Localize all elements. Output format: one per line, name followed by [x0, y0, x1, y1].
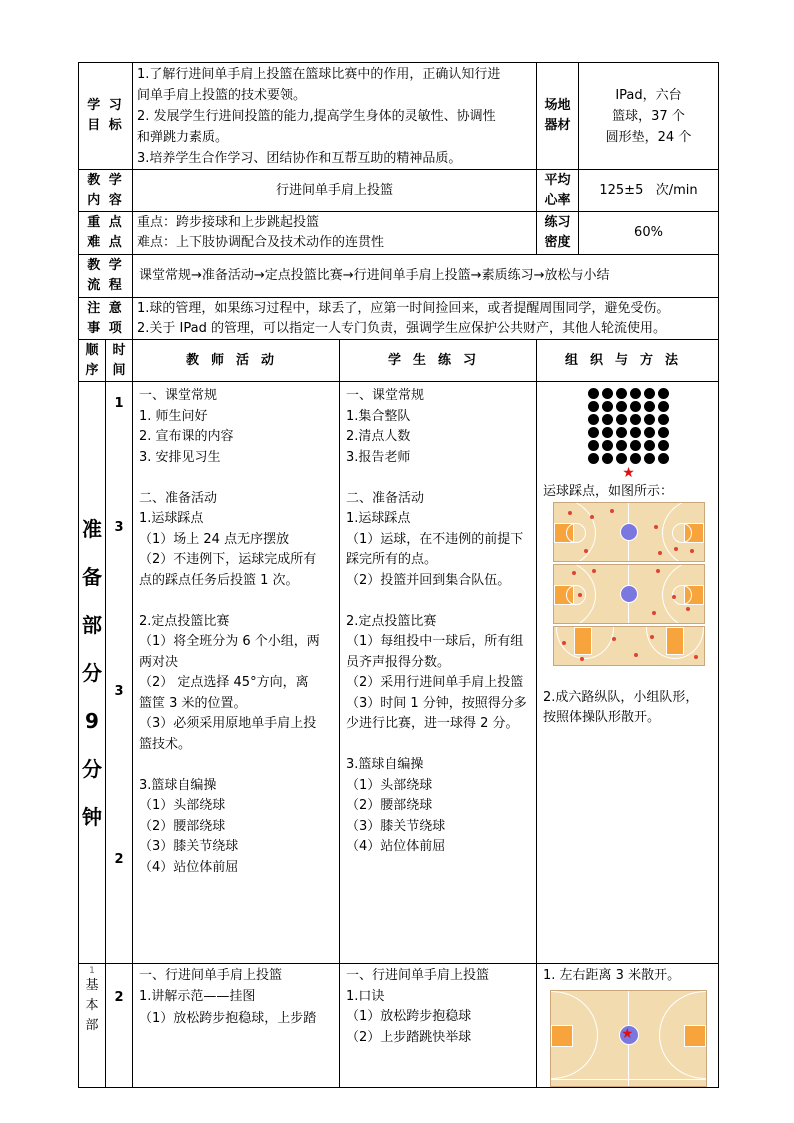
student-dot — [630, 414, 641, 425]
equipment-list — [579, 63, 719, 170]
key-points — [133, 212, 537, 255]
student-dot — [602, 401, 613, 412]
flow-label-text: 教 学 流 程 — [87, 258, 124, 293]
note-item: 2.关于 IPad 的管理，可以指定一人专门负责，强调学生应保护公共财产，其他人轮流使用。 — [137, 320, 666, 336]
org-caption-formation-2: 按照体操队形散开。 — [543, 710, 661, 725]
teacher-activity-line: 1. 师生问好 — [139, 408, 208, 424]
basic-student-practice — [340, 964, 537, 1088]
teacher-activity-line: （2） 定点选择 45°方向，离 — [139, 675, 309, 690]
basic-char: 部 — [85, 1018, 99, 1033]
teacher-activity-line: 篮技术。 — [139, 736, 192, 752]
student-dot — [616, 401, 627, 412]
student-dot — [658, 401, 669, 412]
student-practice-line: （3）时间 1 分钟，按照得分多 — [346, 695, 527, 711]
student-dot — [588, 388, 599, 399]
notes-list — [133, 298, 719, 340]
density-label-text: 练习 密度 — [544, 215, 571, 250]
basic-char: 本 — [85, 998, 99, 1013]
time-value: 3 — [114, 520, 124, 535]
student-dot — [602, 440, 613, 451]
student-dot — [630, 401, 641, 412]
student-dot — [658, 414, 669, 425]
prep-char: 分 — [82, 756, 102, 781]
goals-label — [79, 63, 133, 170]
student-practice-line: （2）投篮并回到集合队伍。 — [346, 572, 511, 588]
notes-row — [79, 298, 719, 340]
difficulty-point: 难点：上下肢协调配合及技术动作的连贯性 — [137, 235, 385, 250]
time-value: 2 — [114, 990, 124, 1005]
student-dot — [616, 440, 627, 451]
basic-time — [106, 964, 133, 1088]
prep-char: 分 — [82, 660, 102, 685]
student-dot — [644, 453, 655, 464]
prep-char: 9 — [85, 708, 99, 733]
student-practice-line: 一、课堂常规 — [346, 388, 425, 403]
goals-row — [79, 63, 719, 170]
goals-label-text: 学 习 目 标 — [87, 98, 124, 133]
student-dot — [630, 440, 641, 451]
student-practice-line: （2）腰部绕球 — [346, 798, 433, 813]
content-row — [79, 170, 719, 212]
teacher-activity-line: 两对决 — [139, 654, 179, 670]
goal-line: 和弹跳力素质。 — [137, 129, 229, 145]
time-value: 2 — [114, 852, 124, 867]
basic-student-line: （1）放松跨步抱稳球 — [346, 1009, 472, 1024]
student-practice-line: 2.清点人数 — [346, 429, 411, 444]
student-practice-line: 踩完所有的点。 — [346, 552, 438, 567]
notes-label — [79, 298, 133, 340]
student-dot — [602, 388, 613, 399]
student-dot — [630, 453, 641, 464]
key-label-text: 重 点 难 点 — [87, 215, 124, 250]
student-dot — [588, 427, 599, 438]
basic-teacher-line: 一、行进间单手肩上投篮 — [139, 968, 283, 983]
teacher-activity-line: （4）站位体前屈 — [139, 859, 239, 875]
teacher-activity-line: 一、课堂常规 — [139, 388, 218, 403]
student-dot — [616, 427, 627, 438]
spacer — [139, 591, 335, 612]
flow-label — [79, 255, 133, 298]
teacher-activity-line: 点的踩点任务后投篮 1 次。 — [139, 572, 299, 588]
formation-dots — [543, 388, 714, 464]
col-time-text: 时 间 — [112, 342, 126, 378]
prep-section-label — [79, 382, 106, 964]
key-point: 重点：跨步接球和上步跳起投篮 — [137, 215, 320, 230]
time-value: 3 — [114, 684, 124, 699]
notes-label-text: 注 意 事 项 — [87, 300, 124, 336]
court-diagram-3 — [553, 626, 705, 666]
teacher-activity-line: 二、准备活动 — [139, 490, 218, 506]
student-dot — [644, 401, 655, 412]
court-diagram-2 — [553, 564, 705, 624]
student-dot — [588, 414, 599, 425]
student-dot — [616, 414, 627, 425]
student-dot — [602, 427, 613, 438]
prep-char: 部 — [82, 612, 102, 637]
prep-teacher-activity — [133, 382, 340, 964]
basic-org-caption: 1. 左右距离 3 米散开。 — [543, 968, 681, 983]
flow-value: 课堂常规→准备活动→定点投篮比赛→行进间单手肩上投篮→素质练习→放松与小结 — [133, 255, 719, 298]
student-practice-line: （3）膝关节绕球 — [346, 818, 446, 834]
student-dot — [658, 440, 669, 451]
teacher-activity-line: 3.篮球自编操 — [139, 777, 217, 793]
prep-organization — [537, 382, 719, 964]
equipment-item: 圆形垫，24 个 — [605, 129, 692, 145]
time-value: 1 — [114, 396, 124, 411]
basic-char: 基 — [85, 978, 99, 993]
teacher-activity-line: （2）不违例下，运球完成所有 — [139, 552, 317, 567]
teacher-activity-line: （2）腰部绕球 — [139, 818, 226, 834]
spacer — [346, 591, 532, 612]
student-practice-line: 少进行比赛，进一球得 2 分。 — [346, 716, 519, 731]
teacher-activity-line: （1）场上 24 点无序摆放 — [139, 531, 290, 547]
org-caption-formation-1: 2.成六路纵队，小组队形， — [543, 690, 699, 705]
heart-rate-label — [537, 170, 579, 212]
student-dot — [658, 388, 669, 399]
basic-row — [79, 964, 719, 1088]
col-time — [106, 340, 133, 382]
student-practice-line: 3.报告老师 — [346, 449, 411, 465]
teacher-activity-line: 2. 宣布课的内容 — [139, 429, 234, 444]
student-dot — [658, 427, 669, 438]
col-order — [79, 340, 106, 382]
student-dot — [602, 414, 613, 425]
key-label — [79, 212, 133, 255]
col-order-text: 顺 序 — [85, 342, 99, 378]
teacher-activity-line: 1.运球踩点 — [139, 511, 204, 526]
goal-line: 3.培养学生合作学习、团结协作和互帮互助的精神品质。 — [137, 150, 462, 166]
student-practice-line: 员齐声报得分数。 — [346, 654, 451, 670]
basic-teacher-line: （1）放松跨步抱稳球，上步踏 — [139, 1011, 317, 1026]
lesson-plan-table — [78, 62, 719, 1088]
basic-student-line: 一、行进间单手肩上投篮 — [346, 968, 490, 983]
student-practice-line: （1）头部绕球 — [346, 777, 433, 793]
column-header-row — [79, 340, 719, 382]
basic-tiny-mark: 1 — [89, 966, 95, 976]
basic-teacher-activity — [133, 964, 340, 1088]
student-dot — [644, 427, 655, 438]
teacher-activity-line: （3）必须采用原地单手肩上投 — [139, 716, 317, 731]
teacher-activity-line: 2.定点投篮比赛 — [139, 613, 230, 629]
basic-student-line: （2）上步踏跳快举球 — [346, 1029, 472, 1045]
key-row — [79, 212, 719, 255]
org-caption-dribble: 运球踩点，如图所示： — [543, 484, 674, 499]
student-practice-line: （1）运球，在不违例的前提下 — [346, 531, 524, 547]
basic-section-label — [79, 964, 106, 1088]
teacher-activity-line: 3. 安排见习生 — [139, 449, 221, 465]
student-dot — [588, 440, 599, 451]
student-practice-line: 2.定点投篮比赛 — [346, 613, 437, 629]
student-dot — [630, 427, 641, 438]
prep-student-practice — [340, 382, 537, 964]
spacer — [139, 468, 335, 489]
heart-rate-label-text: 平均 心率 — [544, 172, 571, 208]
student-dot — [616, 453, 627, 464]
student-dot — [588, 453, 599, 464]
teacher-star-icon: ★ — [622, 465, 635, 481]
basic-teacher-line: 1.讲解示范——挂图 — [139, 988, 256, 1004]
student-dot — [630, 388, 641, 399]
equipment-item: IPad，六台 — [615, 87, 682, 103]
prep-char: 备 — [82, 564, 102, 589]
teacher-activity-line: 篮筐 3 米的位置。 — [139, 695, 247, 711]
goals-list — [133, 63, 537, 170]
content-label — [79, 170, 133, 212]
goal-line: 2. 发展学生行进间投篮的能力,提高学生身体的灵敏性、协调性 — [137, 108, 496, 124]
court-diagram-1 — [553, 502, 705, 562]
student-dot — [644, 414, 655, 425]
col-student: 学生练习 — [340, 340, 537, 382]
student-dot — [616, 388, 627, 399]
heart-rate-value: 125±5 次/min — [579, 170, 719, 212]
flow-row — [79, 255, 719, 298]
teacher-activity-line: （1）将全班分为 6 个小组，两 — [139, 634, 320, 649]
col-teacher: 教师活动 — [133, 340, 340, 382]
student-practice-line: （4）站位体前屈 — [346, 839, 446, 854]
student-dot — [644, 440, 655, 451]
note-item: 1.球的管理，如果练习过程中，球丢了，应第一时间捡回来，或者提醒周围同学，避免受伤。 — [137, 300, 670, 316]
spacer — [346, 735, 532, 756]
lesson-plan-page — [78, 62, 718, 1088]
col-organization: 组织与方法 — [537, 340, 719, 382]
star-icon: ★ — [621, 1026, 634, 1042]
equipment-label-text: 场地 器材 — [544, 98, 571, 133]
basic-student-line: 1.口诀 — [346, 988, 385, 1004]
student-practice-line: 1.运球踩点 — [346, 511, 411, 526]
student-practice-line: 1.集合整队 — [346, 408, 411, 424]
goal-line: 1.了解行进间单手肩上投篮在篮球比赛中的作用，正确认知行进 — [137, 66, 501, 82]
student-dot — [658, 453, 669, 464]
prep-char: 准 — [82, 516, 102, 541]
court-diagram-basic — [550, 990, 707, 1087]
spacer — [139, 755, 335, 776]
prep-char: 钟 — [82, 804, 102, 829]
teacher-activity-line: （1）头部绕球 — [139, 798, 226, 813]
goal-line: 间单手肩上投篮的技术要领。 — [137, 87, 307, 103]
prep-times — [106, 382, 133, 964]
spacer — [346, 468, 532, 489]
student-practice-line: 二、准备活动 — [346, 490, 425, 506]
student-practice-line: （1）每组投中一球后，所有组 — [346, 634, 524, 649]
teacher-activity-line: （3）膝关节绕球 — [139, 839, 239, 854]
density-label — [537, 212, 579, 255]
student-dot — [588, 401, 599, 412]
student-practice-line: （2）采用行进间单手肩上投篮 — [346, 675, 524, 690]
student-dot — [602, 453, 613, 464]
equipment-item: 篮球，37 个 — [612, 108, 685, 124]
student-practice-line: 3.篮球自编操 — [346, 757, 424, 772]
content-value: 行进间单手肩上投篮 — [133, 170, 537, 212]
student-dot — [644, 388, 655, 399]
content-label-text: 教 学 内 容 — [87, 172, 124, 208]
density-value: 60% — [579, 212, 719, 255]
prep-row — [79, 382, 719, 964]
basic-organization — [537, 964, 719, 1088]
equipment-label — [537, 63, 579, 170]
